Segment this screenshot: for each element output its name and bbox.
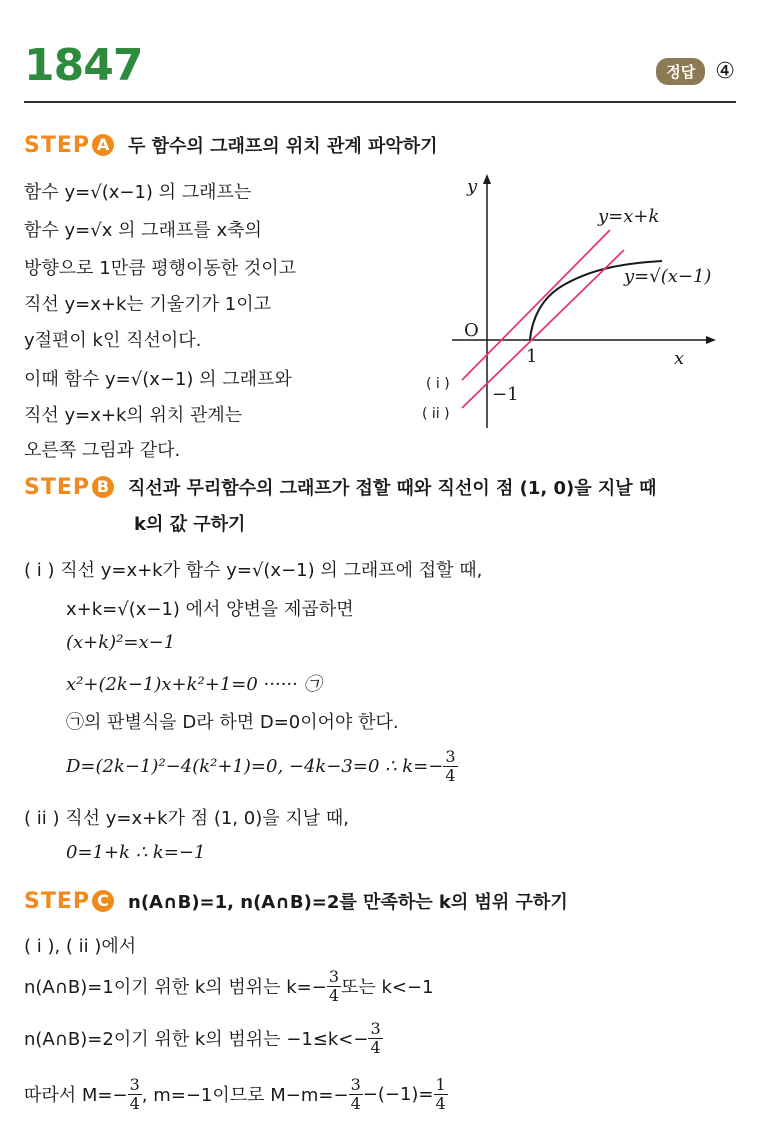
step-c-badge: C bbox=[92, 890, 114, 912]
step-a-line-6: 이때 함수 y=√(x−1) 의 그래프와 bbox=[24, 369, 292, 390]
x-axis-arrow bbox=[706, 336, 716, 344]
y-axis-label: y bbox=[467, 176, 478, 197]
step-b-i-1: ( i ) 직선 y=x+k가 함수 y=√(x−1) 의 그래프에 접할 때, bbox=[24, 560, 483, 581]
step-a-line-1: 함수 y=√(x−1) 의 그래프는 bbox=[24, 182, 252, 203]
step-a-line-5: y절편이 k인 직선이다. bbox=[24, 330, 202, 351]
case-i-label: ( i ) bbox=[426, 376, 450, 392]
step-a-line-3: 방향으로 1만큼 평행이동한 것이고 bbox=[24, 258, 297, 279]
step-a-title: 두 함수의 그래프의 위치 관계 파악하기 bbox=[128, 136, 438, 157]
answer-value: ④ bbox=[715, 59, 735, 84]
tick-neg-one-label: −1 bbox=[492, 384, 519, 405]
answer-badge: 정답 bbox=[656, 58, 705, 85]
step-c-4-text-a: 따라서 M=− bbox=[24, 1085, 128, 1107]
step-b-i-5: ㉠의 판별식을 D라 하면 D=0이어야 한다. bbox=[66, 712, 399, 733]
step-b-title-2: k의 값 구하기 bbox=[134, 514, 246, 535]
step-c-4-text-c: −(−1)= bbox=[362, 1083, 434, 1105]
problem-number: 1847 bbox=[24, 40, 143, 91]
step-b-title-1: 직선과 무리함수의 그래프가 접할 때와 직선이 점 (1, 0)을 지날 때 bbox=[128, 478, 657, 499]
step-b-ii-1: ( ii ) 직선 y=x+k가 점 (1, 0)을 지날 때, bbox=[24, 808, 349, 829]
frac-num: 3 bbox=[350, 1075, 361, 1094]
step-c-2-text-a: n(A∩B)=1이기 위한 k의 범위는 k=− bbox=[24, 977, 327, 999]
header-divider bbox=[24, 101, 736, 103]
step-a-heading bbox=[24, 132, 438, 158]
curve-label: y=√(x−1) bbox=[624, 266, 712, 287]
tick-one-label: 1 bbox=[526, 346, 538, 367]
position-graph bbox=[412, 168, 742, 440]
step-c-4 bbox=[24, 1076, 448, 1112]
frac-one-fourth bbox=[434, 1076, 448, 1112]
line-label: y=x+k bbox=[598, 206, 660, 227]
frac-num: 3 bbox=[445, 747, 456, 766]
frac-three-fourths-c3 bbox=[368, 1020, 382, 1056]
step-a-line-4: 직선 y=x+k는 기울기가 1이고 bbox=[24, 294, 272, 315]
step-b-i-3: (x+k)²=x−1 bbox=[66, 632, 176, 653]
frac-three-fourths-diff bbox=[349, 1076, 363, 1112]
frac-three-fourths-c2 bbox=[327, 968, 341, 1004]
step-b-i-4: x²+(2k−1)x+k²+1=0 ······ ㉠ bbox=[66, 674, 322, 695]
step-c-3 bbox=[24, 1020, 383, 1056]
frac-neg-three-fourths-b bbox=[443, 748, 457, 784]
step-a-label: STEP bbox=[24, 132, 91, 158]
frac-den: 4 bbox=[445, 765, 456, 785]
frac-den: 4 bbox=[129, 1093, 140, 1113]
step-c-title: n(A∩B)=1, n(A∩B)=2를 만족하는 k의 범위 구하기 bbox=[128, 892, 568, 913]
frac-den: 4 bbox=[370, 1037, 381, 1057]
step-b-badge: B bbox=[92, 476, 114, 498]
step-b-i-6 bbox=[66, 748, 458, 784]
answer-area bbox=[656, 58, 735, 85]
step-c-label: STEP bbox=[24, 888, 91, 914]
step-c-heading bbox=[24, 888, 568, 914]
frac-num: 3 bbox=[328, 967, 340, 986]
step-b-i-6-text: D=(2k−1)²−4(k²+1)=0, −4k−3=0 ∴ k=− bbox=[66, 755, 444, 777]
frac-num: 3 bbox=[370, 1019, 381, 1038]
step-a-line-8: 오른쪽 그림과 같다. bbox=[24, 440, 181, 461]
step-a-line-7: 직선 y=x+k의 위치 관계는 bbox=[24, 405, 243, 426]
step-c-3-text: n(A∩B)=2이기 위한 k의 범위는 −1≤k<− bbox=[24, 1029, 369, 1051]
frac-num: 3 bbox=[129, 1075, 140, 1094]
step-a-badge: A bbox=[92, 134, 114, 156]
case-ii-label: ( ii ) bbox=[422, 406, 450, 422]
step-c-2-text-b: 또는 k<−1 bbox=[341, 977, 434, 999]
step-b-label: STEP bbox=[24, 474, 91, 500]
step-c-1: ( i ), ( ii )에서 bbox=[24, 936, 137, 957]
frac-den: 4 bbox=[435, 1093, 446, 1113]
frac-num: 1 bbox=[435, 1075, 446, 1094]
x-axis-label: x bbox=[674, 348, 685, 369]
origin-label: O bbox=[464, 320, 479, 341]
step-c-4-text-b: , m=−1이므로 M−m=− bbox=[141, 1085, 349, 1107]
frac-den: 4 bbox=[328, 985, 340, 1005]
frac-den: 4 bbox=[350, 1093, 361, 1113]
step-b-ii-2: 0=1+k ∴ k=−1 bbox=[66, 842, 206, 863]
frac-three-fourths-m bbox=[128, 1076, 142, 1112]
step-b-i-2: x+k=√(x−1) 에서 양변을 제곱하면 bbox=[66, 599, 354, 620]
step-a-line-2: 함수 y=√x 의 그래프를 x축의 bbox=[24, 220, 262, 241]
step-b-heading bbox=[24, 474, 656, 500]
step-c-2 bbox=[24, 968, 434, 1004]
y-axis-arrow bbox=[483, 174, 491, 184]
